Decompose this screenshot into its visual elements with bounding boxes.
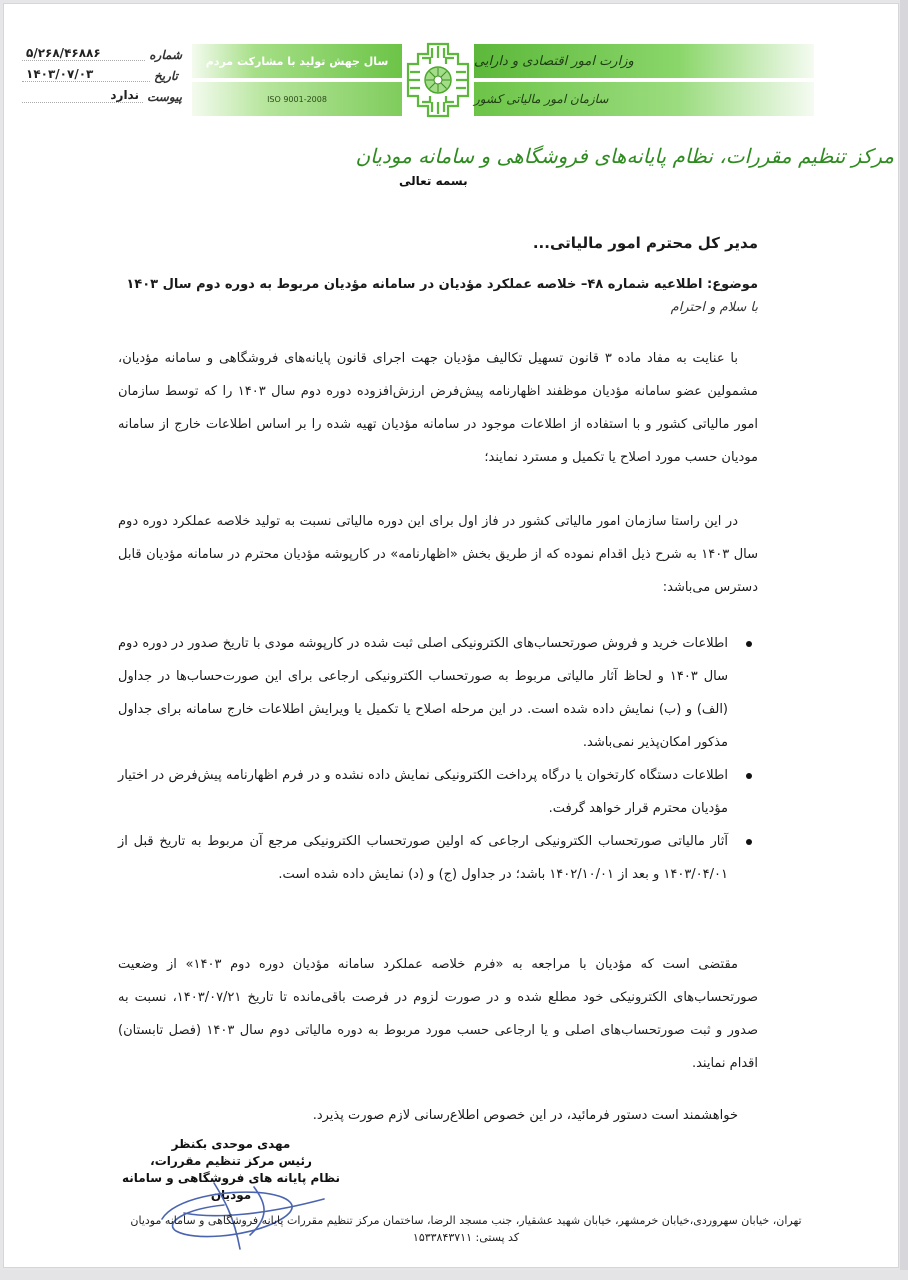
letter-closing: خواهشمند است دستور فرمائید، در این خصوص اطلاع‌رسانی لازم صورت پذیرد. (312, 1108, 738, 1123)
letter-recipient: مدیر کل محترم امور مالیاتی... (532, 234, 758, 252)
viewer-right-edge (900, 0, 908, 1280)
bullet-item (118, 627, 758, 759)
organization-banner (474, 82, 814, 116)
bullet-dot-icon (746, 839, 752, 845)
footer-postal-code: کد پستی: ۱۵۳۳۸۴۳۷۱۱ (412, 1231, 520, 1244)
letter-subject: موضوع: اطلاعیه شماره ۴۸– خلاصه عملکرد مؤدیان در سامانه مؤدیان مربوط به دوره دوم سال ۱۴۰۳ (126, 277, 758, 292)
bullet-text: اطلاعات خرید و فروش صورتحساب‌های الکترونیکی اصلی ثبت شده در کارپوشه مودی با تاریخ صدور در دوره دوم سال ۱۴۰۳ و لحاظ آثار مالیاتی مربوط به صورتحساب الکترونیکی ارجاعی برای این صورت‌حساب‌ها در جداول (الف) و (ب) نمایش داده شده است. در این مرحله اصلاح یا تکمیل یا ویرایش اطلاعات خارج سامانه برای جداول مذکور امکان‌پذیر نمی‌باشد. (118, 636, 728, 750)
signatory-title-line-1: رئیس مرکز تنظیم مقررات، (150, 1154, 312, 1168)
viewer-bottom-edge (0, 1270, 908, 1280)
signature-block (116, 1136, 346, 1204)
letter-date-value: ۱۴۰۳/۰۷/۰۳ (22, 68, 150, 82)
letter-page (3, 3, 899, 1268)
letter-number-value: ۵/۲۶۸/۴۶۸۸۶ (22, 47, 145, 61)
ministry-text: وزارت امور اقتصادی و دارایی (474, 53, 634, 69)
bullet-item (118, 759, 758, 825)
bullet-item (118, 825, 758, 891)
letter-meta (22, 40, 182, 103)
paragraph-context: در این راستا سازمان امور مالیاتی کشور در فاز اول برای این دوره مالیاتی نسبت به تولید خلاصه عملکرد دوره دوم سال ۱۴۰۳ به شرح ذیل اقدام نموده که از طریق بخش «اظهارنامه» در کارپوشه مؤدیان محترم در سامانه مؤدیان قابل دسترس می‌باشد: (118, 514, 758, 595)
bullet-text: اطلاعات دستگاه کارتخوان یا درگاه پرداخت الکترونیکی نمایش داده نشده و در فرم اظهارنامه پیش‌فرض در اختیار مؤدیان محترم قرار خواهد گرفت. (118, 768, 728, 816)
bullet-dot-icon (746, 641, 752, 647)
letter-date-label: تاریخ (154, 69, 178, 83)
department-title: مرکز تنظیم مقررات، نظام پایانه‌های فروشگاهی و سامانه مودیان (355, 144, 894, 168)
letter-date-row (22, 61, 182, 82)
letter-number-label: شماره (149, 48, 182, 62)
bismillah: بسمه تعالی (399, 174, 468, 188)
letter-greeting: با سلام و احترام (670, 300, 758, 315)
tax-emblem-icon (406, 42, 470, 118)
iso-banner (192, 82, 402, 116)
letter-footer (76, 1212, 856, 1246)
footer-address: تهران، خیابان سهروردی،خیابان خرمشهر، خیابان شهید عشقیار، جنب مسجد الرضا، ساختمان مرکز تنظیم مقررات پایانه فروشگاهی و سامانه مودیان (130, 1214, 802, 1227)
organization-text: سازمان امور مالیاتی کشور (474, 92, 609, 106)
year-slogan-banner (192, 44, 402, 78)
signatory-name: مهدی موحدی بکنظر (171, 1137, 291, 1151)
ministry-banner (474, 44, 814, 78)
paragraph-intro: با عنایت به مفاد ماده ۳ قانون تسهیل تکالیف مؤدیان جهت اجرای قانون پایانه‌های فروشگاهی و سامانه مؤدیان، مشمولین عضو سامانه مؤدیان موظفند اظهارنامه پیش‌فرض ارزش‌افزوده دوره دوم سال ۱۴۰۳ را که توسط سازمان امور مالیاتی کشور و با استفاده از اطلاعات موجود در سامانه مؤدیان تهیه شده را بر اساس اطلاعات خارج از سامانه مودیان حسب مورد اصلاح یا تکمیل و مسترد نمایند؛ (118, 351, 758, 465)
letter-number-row (22, 40, 182, 61)
letter-attachment-value: ندارد (22, 89, 143, 103)
bullet-list (118, 627, 758, 891)
letter-attachment-row (22, 82, 182, 103)
year-slogan-text: سال جهش تولید با مشارکت مردم (205, 54, 389, 68)
iso-text: ISO 9001-2008 (267, 94, 327, 104)
bullet-dot-icon (746, 773, 752, 779)
letter-attachment-label: پیوست (147, 90, 182, 104)
bullet-text: آثار مالیاتی صورتحساب الکترونیکی ارجاعی که اولین صورتحساب الکترونیکی مرجع آن مربوط به تاریخ قبل از ۱۴۰۳/۰۴/۰۱ و بعد از ۱۴۰۲/۱۰/۰۱ باشد؛ در جداول (ج) و (د) نمایش داده شده است. (118, 834, 728, 882)
paragraph-request: مقتضی است که مؤدیان با مراجعه به «فرم خلاصه عملکرد سامانه مؤدیان دوره دوم ۱۴۰۳» از وضعیت صورتحساب‌های الکترونیکی خود مطلع شده و در صورت لزوم در فرصت باقی‌مانده تا تاریخ ۱۴۰۳/۰۷/۲۱، نسبت به صدور و ثبت صورتحساب‌های اصلی و یا ارجاعی حسب مورد مربوط به دوره مالیاتی دوم سال ۱۴۰۳ (فصل تابستان) اقدام نمایند. (118, 957, 759, 1071)
signatory-title-line-2: نظام پایانه های فروشگاهی و سامانه مودیان (121, 1171, 341, 1202)
